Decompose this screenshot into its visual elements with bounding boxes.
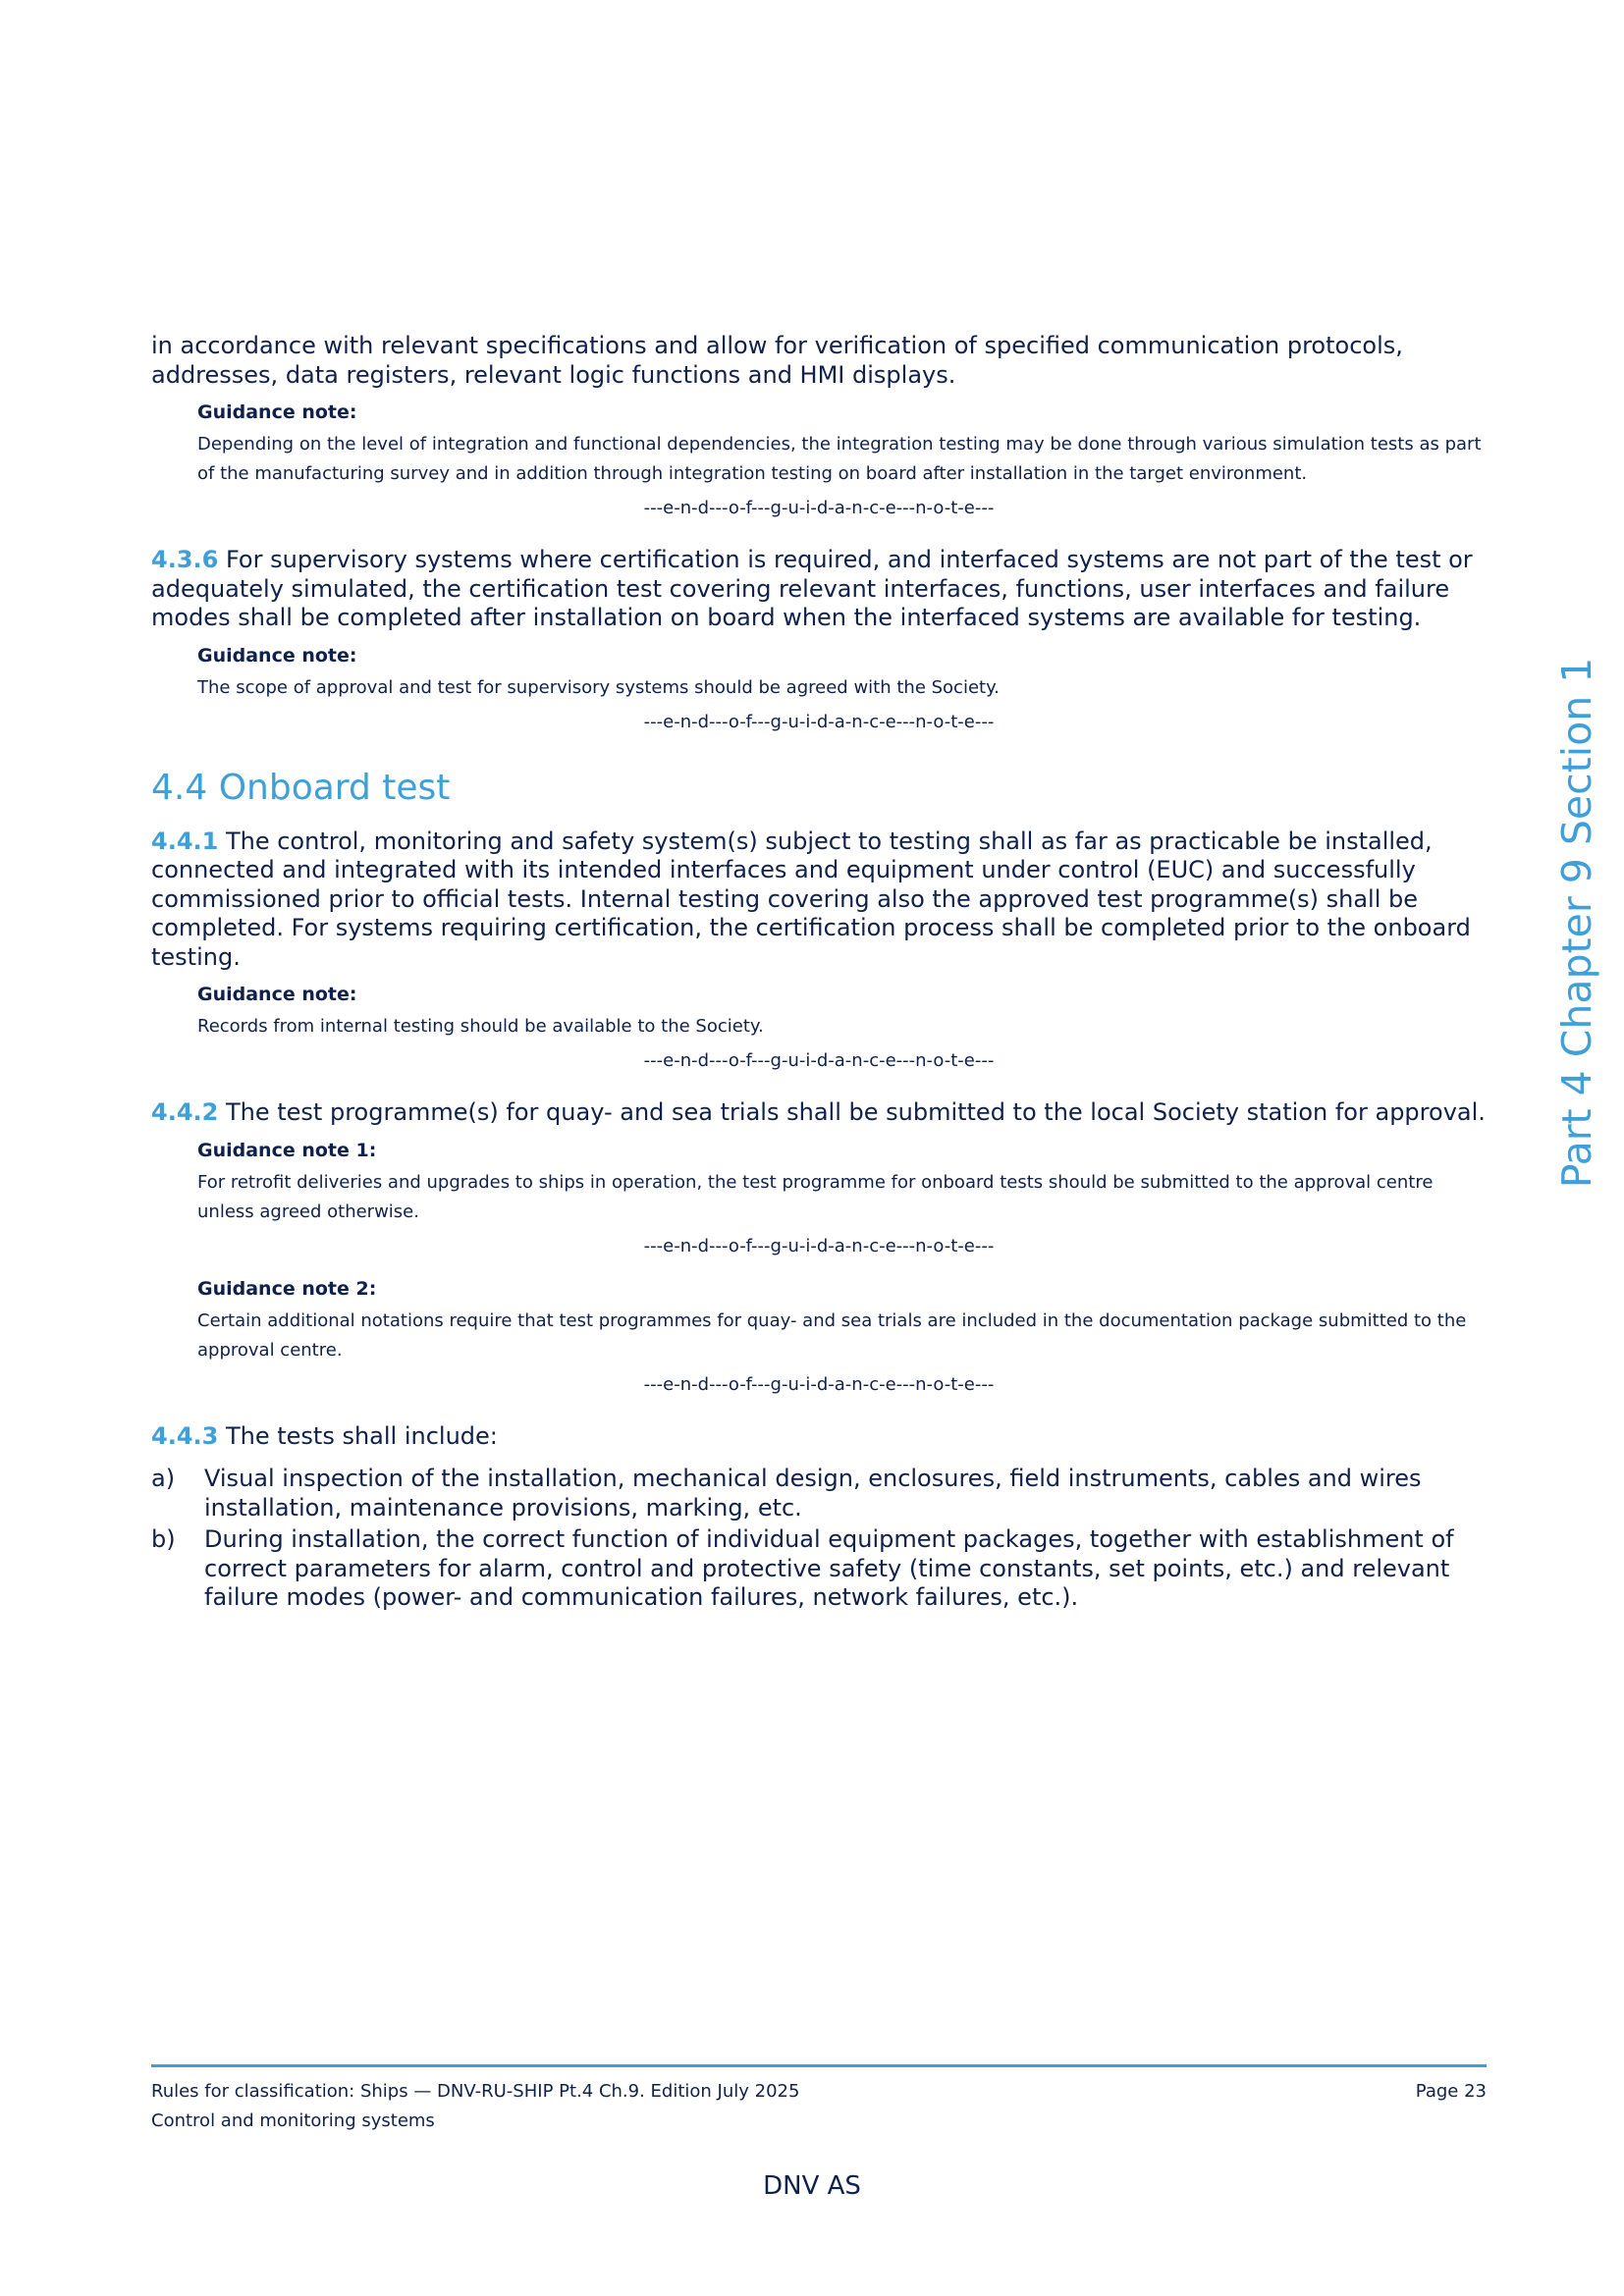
- list-item-text: During installation, the correct function of individual equipment packages, together with establishment of correct parameters for alarm, control and protective safety (time constants, set points, etc.) and relevant failure modes (power- and communication failures, network failures, etc.).: [204, 1525, 1454, 1611]
- footer-document-title: Rules for classification: Ships — DNV-RU-SHIP Pt.4 Ch.9. Edition July 2025: [151, 2081, 800, 2102]
- guidance-note-title: Guidance note:: [197, 644, 357, 667]
- guidance-note-end: ---e-n-d---o-f---g-u-i-d-a-n-c-e---n-o-t-e---: [643, 1050, 995, 1071]
- paragraph-4-4-1: [151, 828, 1487, 973]
- list-marker: b): [151, 1525, 176, 1553]
- guidance-note-end: ---e-n-d---o-f---g-u-i-d-a-n-c-e---n-o-t-e---: [643, 1373, 995, 1395]
- chapter-sidebar-label: Part 4 Chapter 9 Section 1: [1553, 657, 1600, 1189]
- guidance-note-title: Guidance note:: [197, 984, 357, 1005]
- list-marker: a): [151, 1465, 176, 1492]
- paragraph-number: 4.4.3: [151, 1421, 219, 1450]
- guidance-note-title: Guidance note 2:: [197, 1277, 377, 1300]
- guidance-note-2: [197, 1278, 1487, 1395]
- guidance-note-text: Records from internal testing should be available to the Society.: [197, 1016, 764, 1037]
- paragraph-text: The test programme(s) for quay- and sea trials shall be submitted to the local Society station for approval.: [218, 1098, 1486, 1126]
- paragraph-text: For supervisory systems where certification is required, and interfaced systems are not part of the test or adequately simulated, the certification test covering relevant interfaces, functions, user interfaces and failure modes shall be completed after installation on board when the interfaced systems are available for testing.: [151, 546, 1473, 631]
- paragraph-number: 4.4.2: [151, 1098, 219, 1126]
- page-footer: [151, 2077, 1487, 2136]
- list-item-text: Visual inspection of the installation, mechanical design, enclosures, field instruments, cables and wires installation, maintenance provisions, marking, etc.: [204, 1465, 1422, 1522]
- guidance-note-end: ---e-n-d---o-f---g-u-i-d-a-n-c-e---n-o-t-e---: [643, 711, 995, 732]
- guidance-note: [197, 645, 1487, 732]
- guidance-note-text: Depending on the level of integration and functional dependencies, the integration testing may be done through various simulation tests as part of the manufacturing survey and in addition through integration testing on board after installation in the target environment.: [197, 434, 1482, 484]
- paragraph-text: The control, monitoring and safety system(s) subject to testing shall as far as practicable be installed, connected and integrated with its intended interfaces and equipment under control (EUC) and successfully commissioned prior to official tests. Internal testing covering also the approved test programme(s) shall be completed. For systems requiring certification, the certification process shall be completed prior to the onboard testing.: [151, 827, 1471, 971]
- paragraph-number: 4.3.6: [151, 546, 219, 573]
- guidance-note: [197, 401, 1487, 518]
- guidance-note-1: [197, 1140, 1487, 1256]
- guidance-note: [197, 984, 1487, 1071]
- list-item: [151, 1525, 1487, 1613]
- test-list: [151, 1465, 1487, 1613]
- paragraph-number: 4.4.1: [151, 827, 219, 855]
- paragraph-4-3-6: [151, 546, 1487, 633]
- guidance-note-text: For retrofit deliveries and upgrades to ships in operation, the test programme for onboard tests should be submitted to the approval centre unless agreed otherwise.: [197, 1171, 1434, 1222]
- guidance-note-title: Guidance note 1:: [197, 1139, 377, 1161]
- page-number: Page 23: [1415, 2081, 1487, 2102]
- paragraph-text: The tests shall include:: [218, 1421, 498, 1450]
- section-heading: 4.4 Onboard test: [151, 767, 451, 808]
- footer-subtitle: Control and monitoring systems: [151, 2110, 435, 2131]
- paragraph-4-4-2: [151, 1098, 1487, 1128]
- footer-divider: [151, 2064, 1487, 2067]
- guidance-note-text: Certain additional notations require that test programmes for quay- and sea trials are included in the documentation package submitted to the approval centre.: [197, 1309, 1467, 1361]
- page-content: [151, 332, 1487, 1616]
- intro-paragraph: in accordance with relevant specifications and allow for verification of specified communication protocols, addresses, data registers, relevant logic functions and HMI displays.: [151, 332, 1403, 389]
- company-name: DNV AS: [763, 2171, 861, 2201]
- guidance-note-text: The scope of approval and test for supervisory systems should be agreed with the Society.: [197, 676, 1000, 698]
- paragraph-4-4-3: [151, 1422, 1487, 1452]
- guidance-note-end: ---e-n-d---o-f---g-u-i-d-a-n-c-e---n-o-t-e---: [643, 1235, 995, 1256]
- guidance-note-title: Guidance note:: [197, 401, 357, 423]
- guidance-note-end: ---e-n-d---o-f---g-u-i-d-a-n-c-e---n-o-t-e---: [643, 498, 995, 518]
- list-item: [151, 1465, 1487, 1522]
